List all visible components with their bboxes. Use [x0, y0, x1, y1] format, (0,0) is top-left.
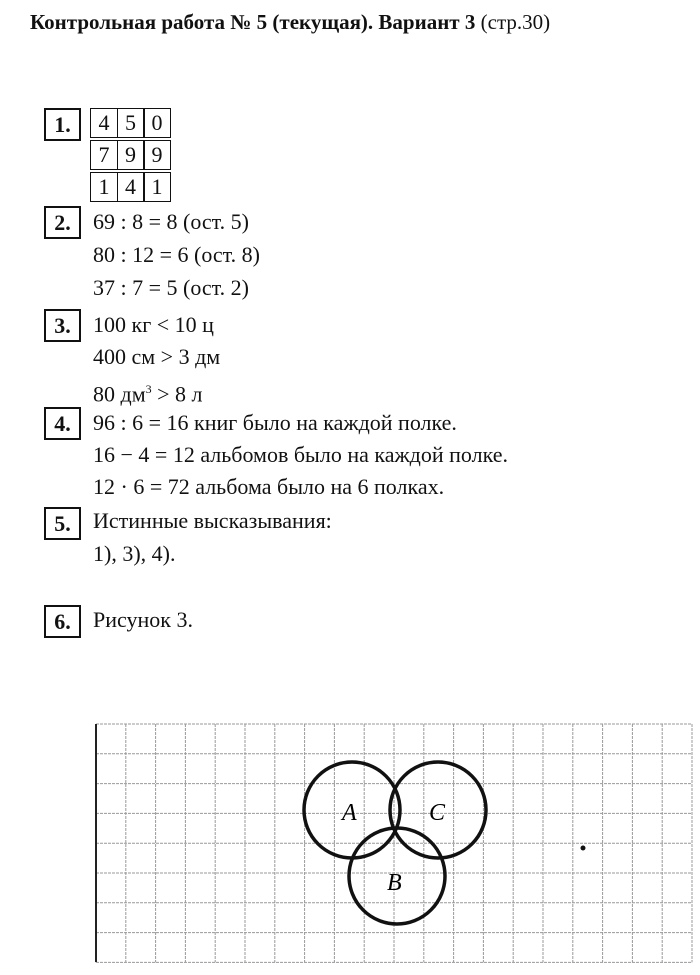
- task-number-4: 4.: [44, 407, 81, 440]
- digit-cell: 1: [90, 172, 118, 202]
- exponent: 3: [145, 382, 152, 396]
- answer-line: 400 см > 3 дм: [93, 344, 221, 369]
- answer-line: 100 кг < 10 ц: [93, 312, 214, 337]
- task-number-6: 6.: [44, 605, 81, 638]
- task-number-2: 2.: [44, 206, 81, 239]
- task-number-3: 3.: [44, 309, 81, 342]
- digit-cell: 0: [143, 108, 171, 138]
- answer-line: 69 : 8 = 8 (ост. 5): [93, 209, 249, 234]
- label-b: B: [387, 870, 402, 896]
- answer-line: 96 : 6 = 16 книг было на каждой полке.: [93, 410, 457, 435]
- digit-cell: 1: [143, 172, 171, 202]
- answer-line: 12 · 6 = 72 альбома было на 6 полках.: [93, 474, 445, 499]
- answer-line: Рисунок 3.: [93, 607, 193, 632]
- digit-cell: 9: [143, 140, 171, 170]
- answer-line: 16 − 4 = 12 альбомов было на каждой полке.: [93, 442, 509, 467]
- answer-line: 37 : 7 = 5 (ост. 2): [93, 275, 249, 300]
- answer-line: 80 : 12 = 6 (ост. 8): [93, 242, 260, 267]
- grid-paper: [96, 724, 692, 962]
- volume-text: 80 дм: [93, 381, 146, 407]
- label-c: C: [429, 800, 446, 826]
- digit-cell: 7: [90, 140, 118, 170]
- task-number-5: 5.: [44, 507, 81, 540]
- digit-cell: 5: [117, 108, 145, 138]
- comparison-text: > 8 л: [151, 381, 203, 407]
- title-main: Контрольная работа № 5 (текущая). Вариант 3: [30, 10, 476, 34]
- task-number-1: 1.: [44, 108, 81, 141]
- digit-cell: 9: [117, 140, 145, 170]
- digit-cell: 4: [90, 108, 118, 138]
- page-reference: (стр.30): [480, 10, 551, 34]
- answer-line: Истинные высказывания:: [93, 508, 332, 533]
- stray-dot: [581, 846, 586, 851]
- label-a: A: [342, 800, 357, 826]
- digit-cell: 4: [117, 172, 145, 202]
- answer-line: 1), 3), 4).: [93, 541, 176, 566]
